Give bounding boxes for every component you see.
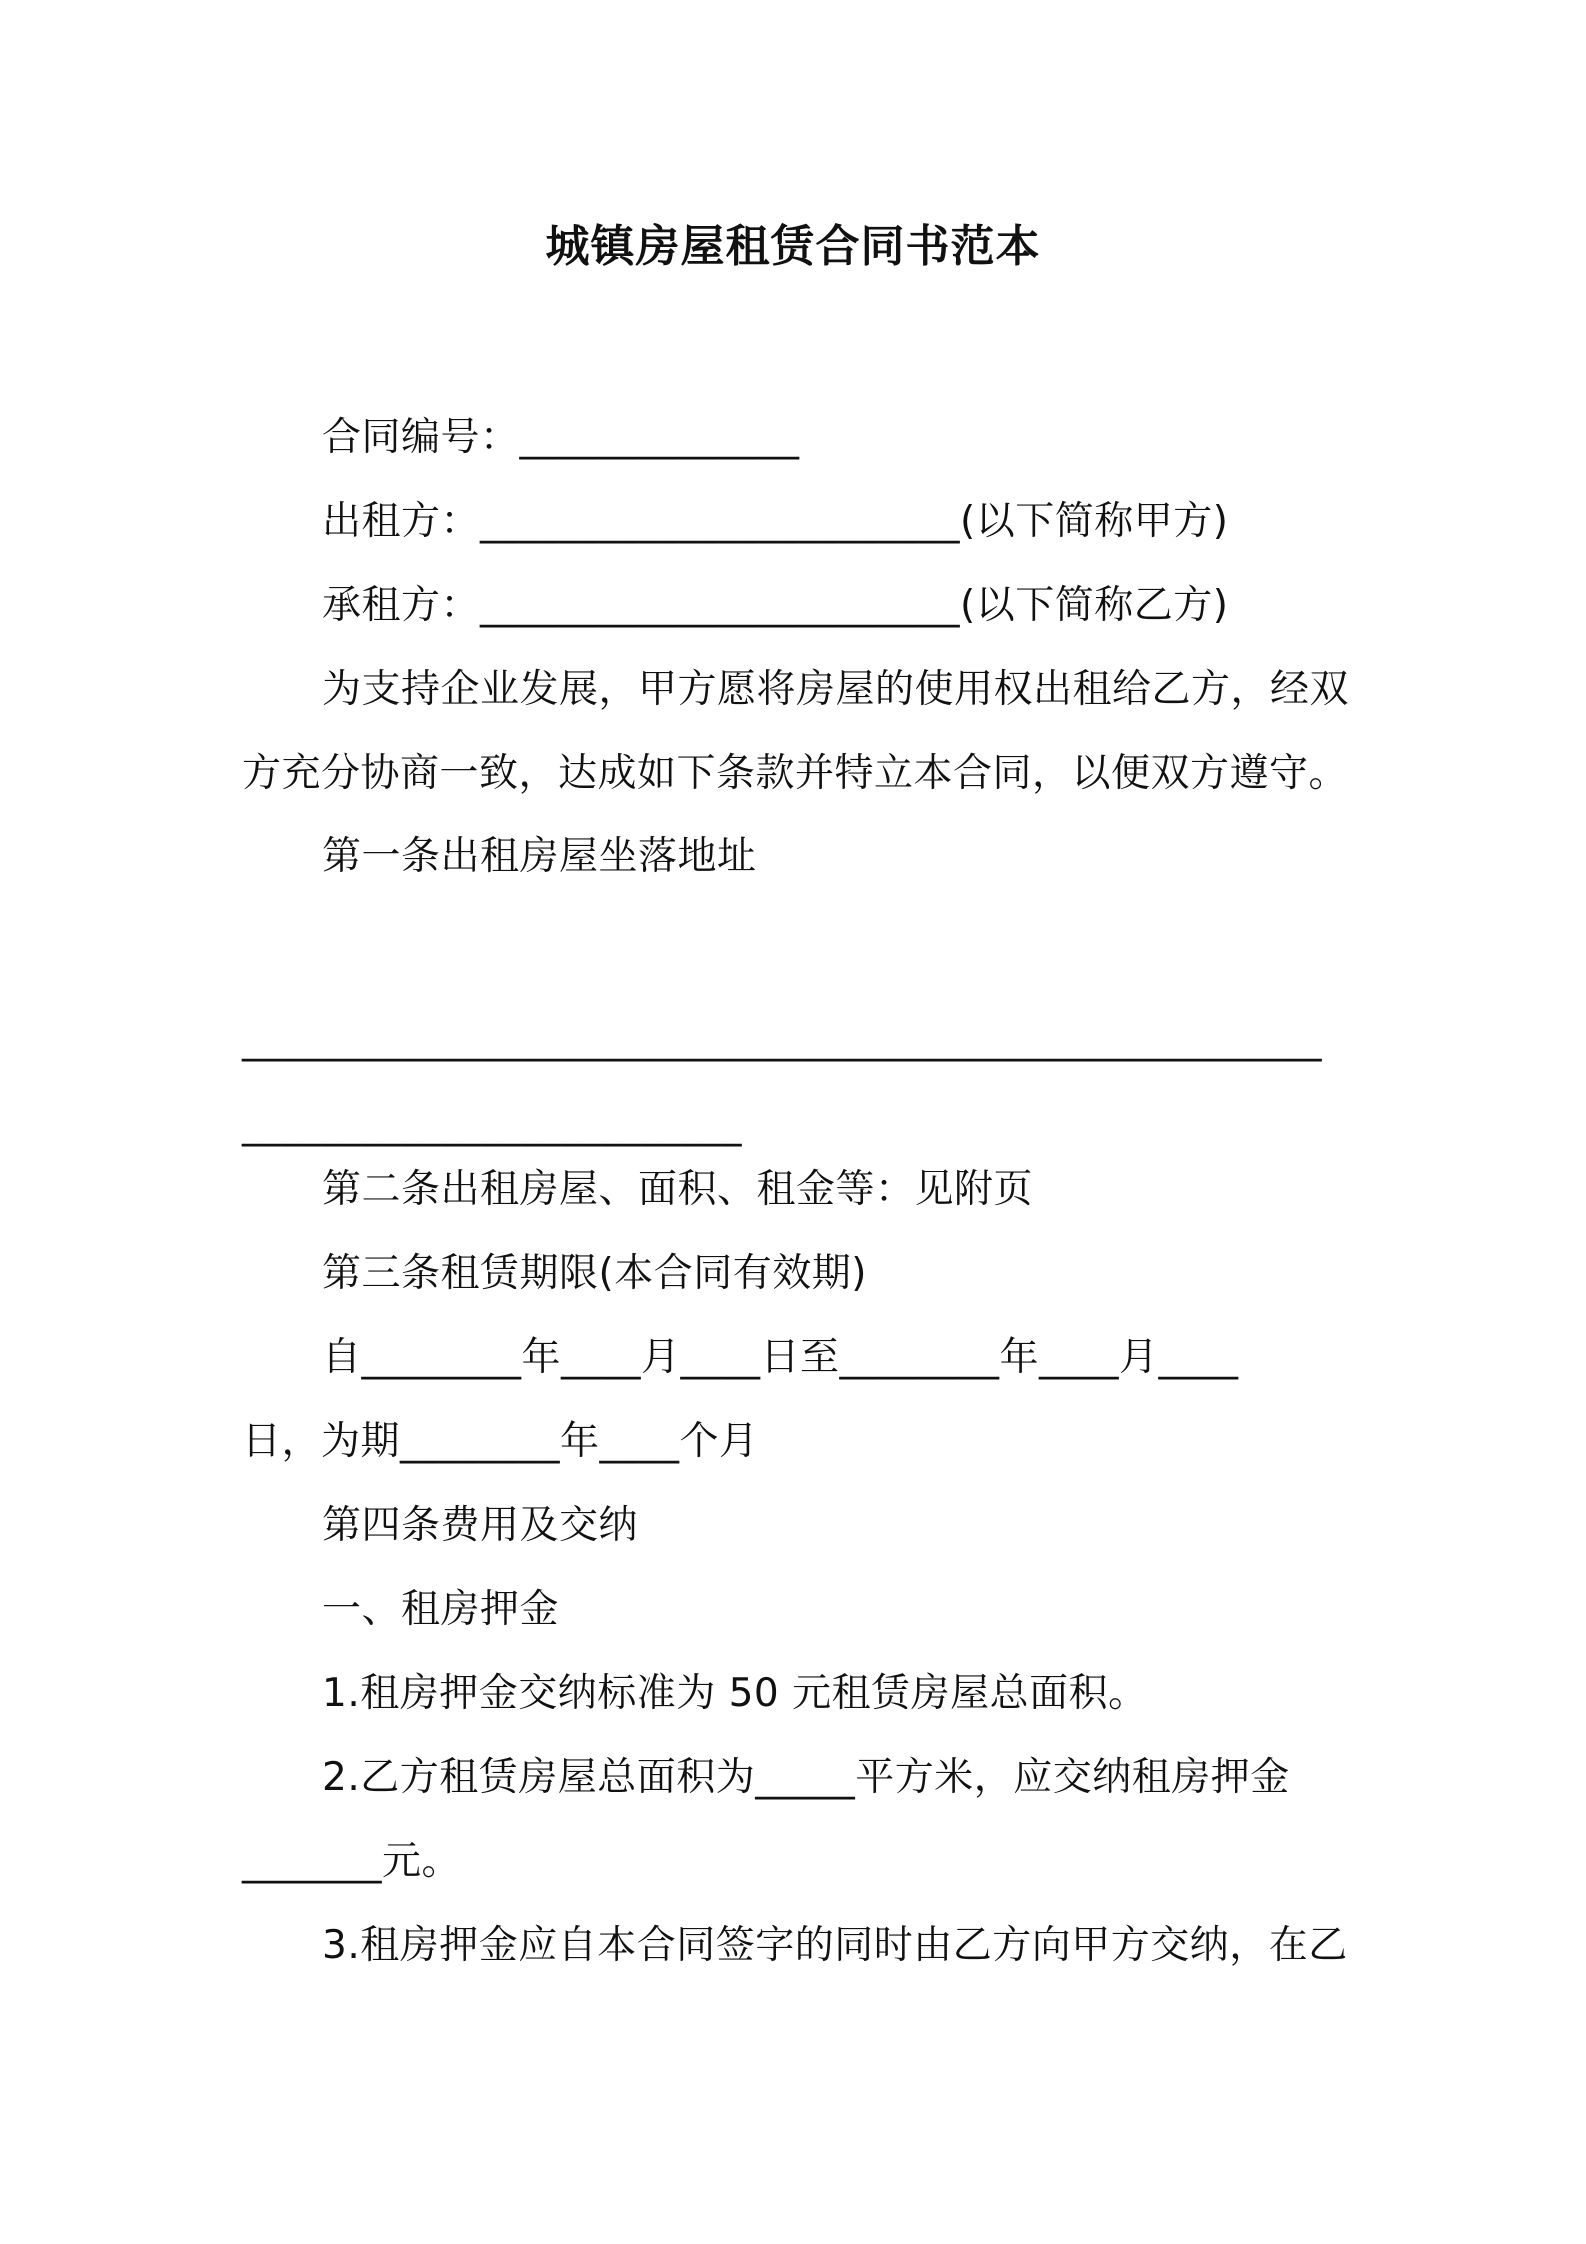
- deposit-item-2-line-1: 2.乙方租赁房屋总面积为_____平方米，应交纳租房押金: [322, 1755, 1290, 1800]
- lessor-line: 出租方：________________________(以下简称甲方): [322, 499, 1229, 544]
- lessee-line: 承租方：________________________(以下简称乙方): [322, 583, 1229, 628]
- intro-paragraph-line-1: 为支持企业发展，甲方愿将房屋的使用权出租给乙方，经双: [322, 667, 1350, 712]
- contract-number-line: 合同编号：______________: [322, 415, 800, 460]
- article-2-heading: 第二条出租房屋、面积、租金等：见附页: [322, 1167, 1034, 1212]
- lease-period-line-1: 自________年____月____日至________年____月____: [322, 1335, 1239, 1380]
- article-1-heading: 第一条出租房屋坐落地址: [322, 834, 757, 879]
- address-blank-line-1: ______________________________________________________: [242, 1017, 1322, 1062]
- intro-paragraph-line-2: 方充分协商一致，达成如下条款并特立本合同，以便双方遵守。: [242, 751, 1349, 796]
- article-3-heading: 第三条租赁期限(本合同有效期): [322, 1251, 867, 1296]
- document-title: 城镇房屋租赁合同书范本: [545, 221, 1041, 272]
- article-4-heading: 第四条费用及交纳: [322, 1503, 639, 1548]
- deposit-item-1: 1.租房押金交纳标准为 50 元租赁房屋总面积。: [322, 1671, 1148, 1716]
- address-blank-line-2: _________________________: [242, 1102, 742, 1147]
- deposit-section-heading: 一、租房押金: [322, 1587, 560, 1632]
- deposit-item-3-line-1: 3.租房押金应自本合同签字的同时由乙方向甲方交纳，在乙: [322, 1923, 1348, 1968]
- deposit-item-2-line-2: _______元。: [242, 1839, 462, 1884]
- lease-period-line-2: 日，为期________年____个月: [242, 1419, 759, 1464]
